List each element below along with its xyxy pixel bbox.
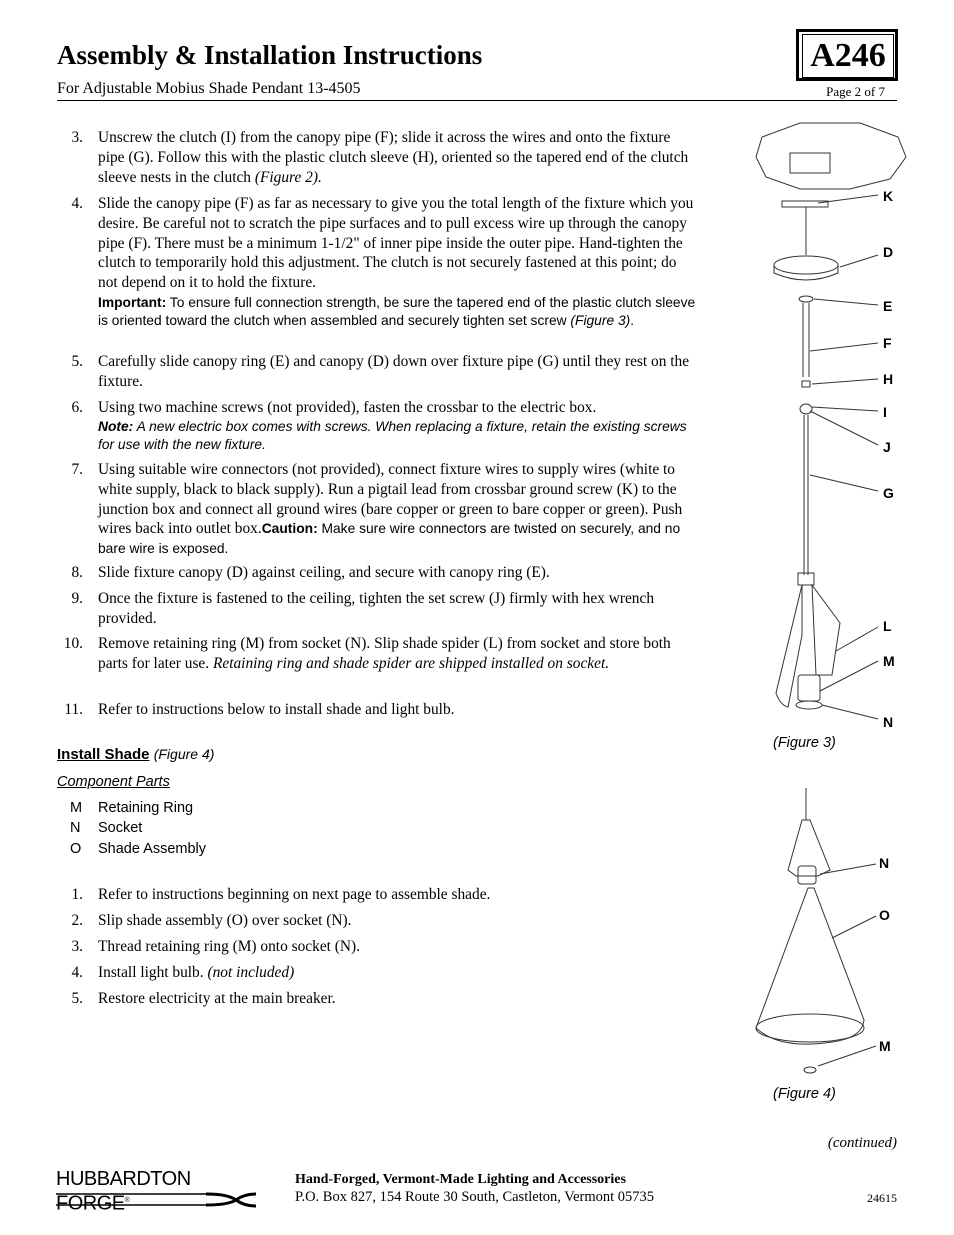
step-italic-note: Retaining ring and shade spider are shipped installed on socket.: [212, 654, 610, 672]
document-number: 24615: [867, 1191, 897, 1205]
shade-step-item: [57, 911, 697, 931]
figure-3-label-n: N: [883, 714, 894, 730]
step-text: Restore electricity at the main breaker.: [98, 990, 336, 1007]
logo-forge-mark-icon: [56, 1190, 262, 1210]
figure-3-label-e: E: [883, 298, 893, 314]
figure-3-label-l: L: [883, 618, 892, 634]
leader-g: [810, 475, 878, 491]
step-item: [57, 700, 697, 720]
step-text: Using suitable wire connectors (not provided), connect fixture wires to supply wires (white to white supply, black to black supply). Run a pigtail lead from crossbar ground screw (K) to the junction box and connect all ground wires (bare copper or green to bare copper or green). Push wires back into outlet box.: [98, 461, 683, 538]
step-text: Slip shade assembly (O) over socket (N).: [98, 912, 352, 929]
figure-3-label-i: I: [883, 404, 887, 420]
leader-f: [810, 343, 878, 351]
part-letter: O: [70, 841, 82, 857]
spider-assembly: [788, 820, 830, 876]
figure-3-label-f: F: [883, 335, 892, 351]
leader-l: [836, 627, 878, 651]
figure-4-label-o: O: [879, 907, 890, 923]
electric-box: [790, 153, 830, 173]
logo-text: HUBBARDTON FORGE: [56, 1168, 191, 1215]
step-item: [57, 398, 697, 454]
leader-e: [814, 299, 878, 305]
leader-o: [832, 916, 876, 938]
step-number: 8.: [71, 564, 83, 581]
figure-reference: (Figure 3): [570, 312, 631, 328]
canopy-rim: [774, 265, 838, 280]
step-item: [57, 194, 697, 330]
shade-step-item: [57, 885, 697, 905]
part-item: [70, 841, 206, 857]
step-text: Slide the canopy pipe (F) as far as necessary to give you the total length of the fixture which you desire. Be careful not to scratch the pipe surfaces and to pull excess wire up through the canopy pipe (F). There must be a minimum 1-1/2" of inner pipe inside the outer pipe. Hand-tighten the clutch to temporarily hold this adjustment. The clutch is not securely fastened at this point; do not depend on it to hold the fixture.: [98, 195, 694, 292]
company-tagline: Hand-Forged, Vermont-Made Lighting and Accessories: [295, 1172, 626, 1187]
figure-3-label-d: D: [883, 244, 894, 260]
step-text: Slide fixture canopy (D) against ceiling, and secure with canopy ring (E).: [98, 564, 550, 581]
figure-3-label-g: G: [883, 485, 894, 501]
spider-hub: [798, 573, 814, 585]
document-code-box: [796, 29, 898, 81]
step-number: 7.: [71, 461, 83, 478]
figure-3-caption: (Figure 3): [773, 735, 836, 751]
step-item: [57, 128, 697, 187]
ceiling-plate: [756, 123, 906, 189]
step-item: [57, 563, 697, 583]
company-logo: [56, 1168, 262, 1215]
shade-step-item: [57, 963, 697, 983]
step-number: 4.: [71, 964, 83, 981]
figure-reference: (Figure 2).: [254, 168, 322, 186]
step-text: Install light bulb.: [98, 964, 208, 981]
part-letter: M: [70, 800, 83, 816]
figure-3-drawing: [740, 115, 920, 735]
figure-3-label-k: K: [883, 188, 894, 204]
part-item: [70, 800, 193, 816]
step-text: Unscrew the clutch (I) from the canopy pipe (F); slide it across the wires and onto the fixture pipe (G). Follow this with the plastic clutch sleeve (H), oriented so the tapered end of the clutch sleeve nests in the clutch: [98, 129, 689, 186]
shade-opening: [756, 1014, 864, 1042]
step-text: Refer to instructions beginning on next page to assemble shade.: [98, 886, 491, 903]
leader-i: [812, 407, 878, 411]
step-number: 4.: [71, 195, 83, 212]
important-label: Important:: [98, 294, 167, 310]
shade-step-item: [57, 989, 697, 1009]
socket: [798, 675, 820, 701]
note-text: A new electric box comes with screws. When replacing a fixture, retain the existing screws for use with the new fixture.: [98, 418, 687, 452]
step-text: Using two machine screws (not provided), fasten the crossbar to the electric box.: [98, 399, 597, 416]
step-number: 11.: [64, 701, 83, 718]
leader-j: [810, 411, 878, 445]
figure-3-label-m: M: [883, 653, 895, 669]
caution-label: Caution:: [261, 521, 318, 537]
step-item: [57, 352, 697, 392]
note-end: .: [630, 312, 635, 328]
component-parts-heading: Component Parts: [57, 774, 170, 790]
socket: [798, 866, 816, 884]
part-item: [70, 820, 142, 836]
part-name: Shade Assembly: [98, 841, 207, 857]
clutch: [800, 404, 812, 414]
leader-m: [818, 1046, 876, 1066]
canopy-ring: [799, 296, 813, 302]
document-code: A246: [802, 34, 894, 78]
step-number: 3.: [71, 129, 83, 146]
retaining-ring: [804, 1067, 816, 1073]
shade-cone: [756, 888, 864, 1044]
page-subtitle: For Adjustable Mobius Shade Pendant 13-4505: [57, 80, 361, 97]
step-item: [57, 589, 697, 629]
figure-4-label-m: M: [879, 1038, 891, 1054]
part-name: Retaining Ring: [98, 800, 194, 816]
leader-m: [820, 661, 878, 691]
figure-3-label-j: J: [883, 439, 891, 455]
figure-reference: (Figure 4): [153, 746, 215, 762]
figure-3-label-h: H: [883, 371, 894, 387]
note-label: Note:: [98, 418, 134, 434]
figure-4-drawing: [740, 780, 920, 1080]
company-address: P.O. Box 827, 154 Route 30 South, Castleton, Vermont 05735: [295, 1189, 655, 1205]
registered-mark: ®: [124, 1197, 130, 1204]
leader-n: [822, 705, 878, 719]
step-number: 10.: [63, 635, 83, 652]
step-number: 3.: [71, 938, 83, 955]
figure-4-caption: (Figure 4): [773, 1086, 836, 1102]
continued-note: (continued): [827, 1135, 897, 1151]
crossbar: [782, 201, 828, 207]
page-number: Page 2 of 7: [826, 84, 885, 99]
step-italic-note: (not included): [207, 964, 295, 981]
shade-step-item: [57, 937, 697, 957]
step-item: [57, 634, 697, 674]
header-rule: [57, 100, 897, 101]
step-number: 2.: [71, 912, 83, 929]
leader-d: [840, 255, 878, 267]
step-text: Thread retaining ring (M) onto socket (N).: [98, 938, 360, 955]
part-letter: N: [70, 820, 81, 836]
step-text: Carefully slide canopy ring (E) and canopy (D) down over fixture pipe (G) until they rest on the fixture.: [98, 353, 690, 390]
clutch-sleeve: [802, 381, 810, 387]
step-number: 6.: [71, 399, 83, 416]
leader-h: [812, 379, 878, 384]
spider-arm-right: [812, 585, 840, 675]
caution-text: Make sure wire connectors are twisted on securely, and no bare wire is exposed.: [98, 521, 681, 557]
part-name: Socket: [98, 820, 143, 836]
step-number: 9.: [71, 590, 83, 607]
install-shade-heading: [57, 746, 214, 763]
canopy: [774, 256, 838, 274]
step-text: Refer to instructions below to install shade and light bulb.: [98, 701, 455, 718]
section-heading: Install Shade: [57, 746, 150, 763]
step-number: 5.: [71, 990, 83, 1007]
step-number: 5.: [71, 353, 83, 370]
step-item: [57, 460, 697, 559]
retaining-ring: [796, 701, 822, 709]
figure-4-label-n: N: [879, 855, 890, 871]
important-text: To ensure full connection strength, be sure the tapered end of the plastic clutch sleeve is oriented toward the clutch when assembled and securely tighten set screw: [98, 294, 696, 328]
step-text: Remove retaining ring (M) from socket (N). Slip shade spider (L) from socket and store both parts for later use.: [98, 635, 671, 672]
page-title: Assembly & Installation Instructions: [57, 40, 483, 70]
step-text: Once the fixture is fastened to the ceiling, tighten the set screw (J) firmly with hex wrench provided.: [98, 590, 655, 627]
leader-k: [818, 195, 878, 203]
step-number: 1.: [71, 886, 83, 903]
